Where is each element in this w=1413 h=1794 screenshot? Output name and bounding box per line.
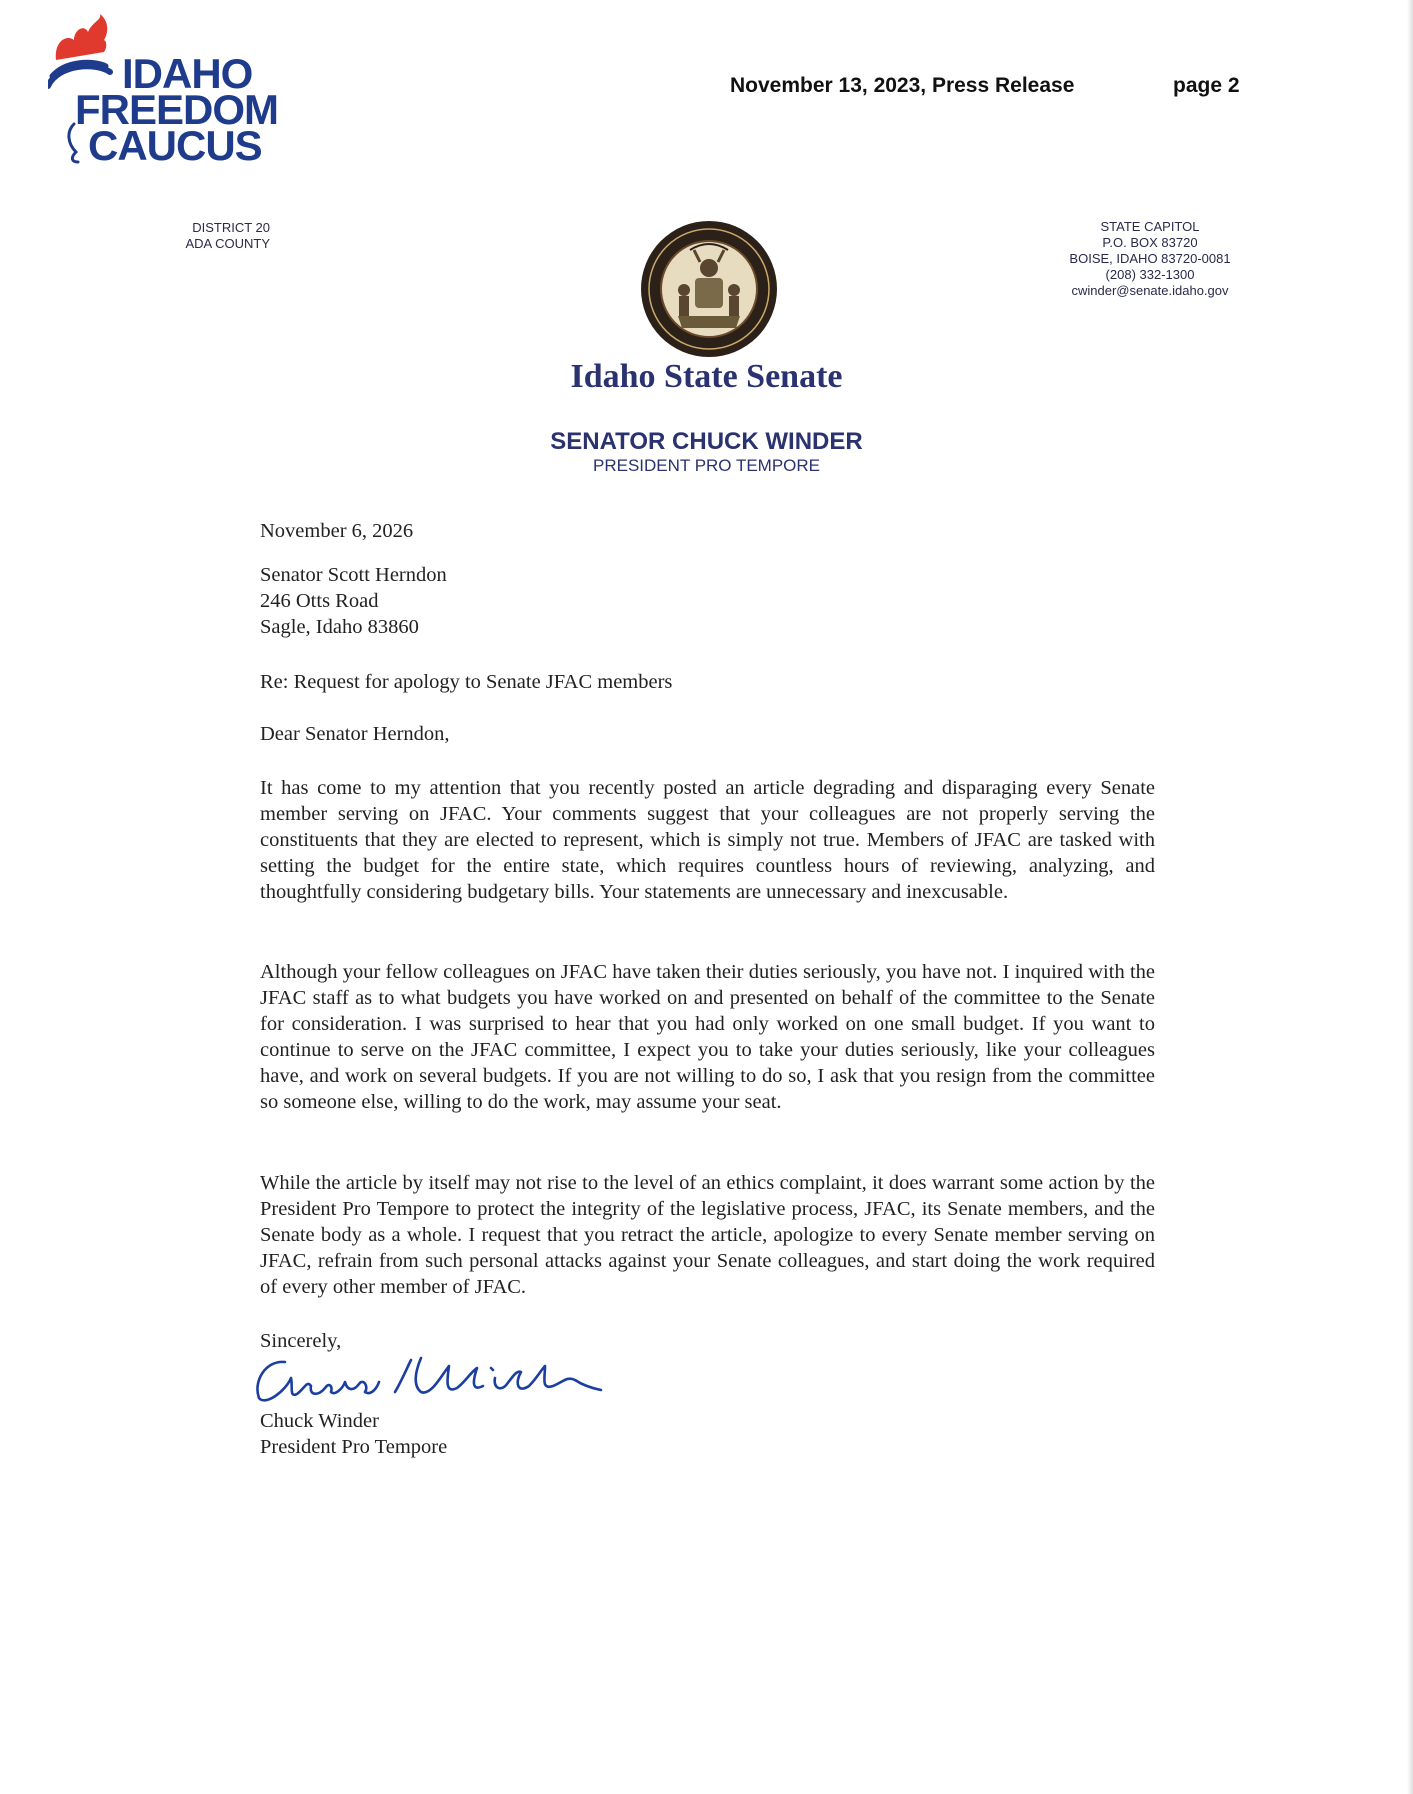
page-number: page 2 (1173, 74, 1240, 97)
signer-title: President Pro Tempore (260, 1436, 448, 1458)
body-paragraph: While the article by itself may not rise to the level of an ethics complaint, it does warrant some action by the President Pro Tempore to protect the integrity of the legislative process, JFAC, its Senate members, and the Senate body as a whole. I request that you retract the article, apologize to every Senate member serving on JFAC, refrain from such personal attacks against your Senate colleagues, and start doing the work required of every other member of JFAC. (260, 1172, 1155, 1298)
logo-text-caucus: CAUCUS (88, 122, 262, 169)
logo-text-freedom: FREEDOM (75, 86, 278, 133)
handwritten-signature (245, 1342, 615, 1412)
page-edge (1407, 0, 1413, 1794)
senate-title: Idaho State Senate (570, 358, 843, 395)
contact-phone: (208) 332-1300 (1105, 267, 1195, 282)
subject-line: Re: Request for apology to Senate JFAC members (260, 671, 673, 693)
letter-date: November 6, 2026 (260, 520, 414, 542)
idaho-state-seal-icon (640, 220, 778, 358)
contact-info (1050, 219, 1250, 299)
press-release-date: November 13, 2023, Press Release (730, 74, 1075, 97)
contact-city: BOISE, IDAHO 83720-0081 (1069, 251, 1231, 266)
body-paragraph: Although your fellow colleagues on JFAC have taken their duties seriously, you have not. I inquired with the JFAC staff as to what budgets you have worked on and presented on behalf of the committee to the Senate for consideration. I was surprised to hear that you had only worked on one small budget. If you want to continue to serve on the JFAC committee, I expect you to take your duties seriously, like your colleagues have, and work on several budgets. If you are not willing to do so, I ask that you resign from the committee so someone else, willing to do the work, may assume your seat. (260, 961, 1155, 1113)
contact-building: STATE CAPITOL (1100, 219, 1200, 234)
district-info (170, 220, 270, 252)
signer-block (260, 1408, 1155, 1460)
signer-name: Chuck Winder (260, 1410, 379, 1432)
body-paragraph: It has come to my attention that you recently posted an article degrading and disparaging every Senate member serving on JFAC. Your comments suggest that your colleagues are not properly serving the constituents that they are elected to represent, which is simply not true. Members of JFAC are tasked with setting the budget for the entire state, which requires countless hours of reviewing, analyzing, and thoughtfully considering budgetary bills. Your statements are unnecessary and inexcusable. (260, 777, 1155, 903)
recipient-address (260, 562, 1155, 640)
recipient-name: Senator Scott Herndon (260, 564, 447, 586)
county-line: ADA COUNTY (185, 236, 270, 251)
caucus-logo (48, 12, 278, 174)
recipient-street: 246 Otts Road (260, 590, 379, 612)
salutation: Dear Senator Herndon, (260, 723, 450, 745)
logo-text-idaho: IDAHO (122, 50, 253, 97)
contact-po-box: P.O. BOX 83720 (1102, 235, 1198, 250)
recipient-city: Sagle, Idaho 83860 (260, 616, 419, 638)
senator-role: PRESIDENT PRO TEMPORE (592, 456, 821, 475)
senator-name: SENATOR CHUCK WINDER (550, 428, 863, 455)
closing: Sincerely, (260, 1330, 342, 1352)
district-line: DISTRICT 20 (192, 220, 270, 235)
contact-email: cwinder@senate.idaho.gov (1071, 283, 1229, 298)
